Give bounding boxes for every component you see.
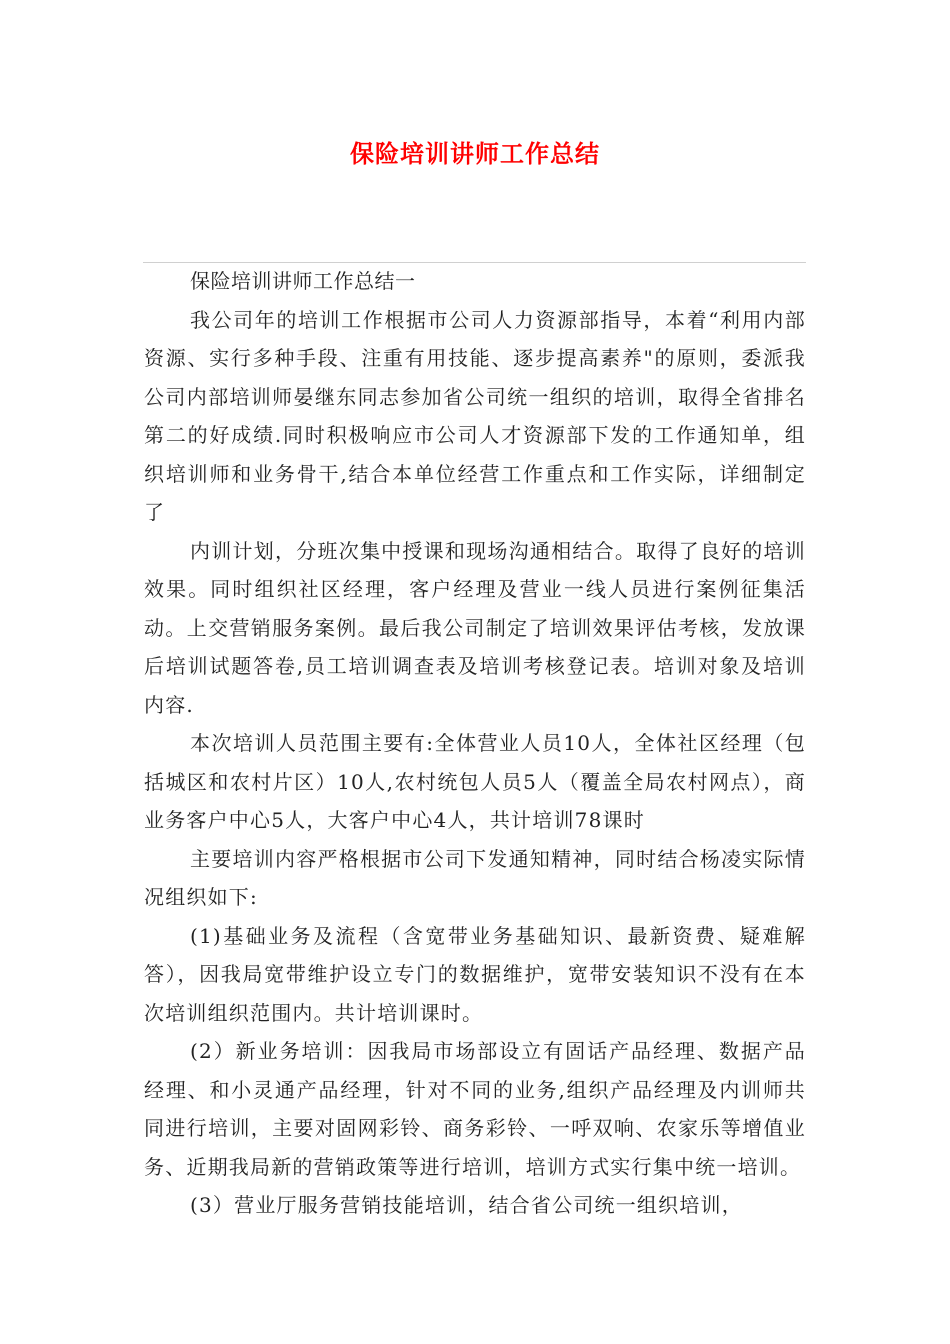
section-heading: 保险培训讲师工作总结一: [190, 269, 416, 293]
paragraph: 主要培训内容严格根据市公司下发通知精神，同时结合杨凌实际情况组织如下:: [144, 846, 806, 909]
document-body: [144, 262, 806, 1225]
paragraph: (1)基础业务及流程（含宽带业务基础知识、最新资费、疑难解答），因我局宽带维护设立专门的数据维护，宽带安装知识不没有在本次培训组织范围内。共计培训课时。: [144, 923, 806, 1025]
paragraph: (3）营业厅服务营销技能培训，结合省公司统一组织培训，: [190, 1193, 743, 1217]
paragraph: 本次培训人员范围主要有:全体营业人员10人，全体社区经理（包括城区和农村片区）10人,农村统包人员5人（覆盖全局农村网点），商业务客户中心5人，大客户中心4人，共计培训78课时: [144, 731, 806, 832]
paragraph: 我公司年的培训工作根据市公司人力资源部指导，本着“利用内部资源、实行多种手段、注重有用技能、逐步提高素养"的原则，委派我公司内部培训师晏继东同志参加省公司统一组织的培训，取得全省排名第二的好成绩.同时积极响应市公司人才资源部下发的工作通知单，组织培训师和业务骨干,结合本单位经营工作重点和工作实际，详细制定了: [144, 307, 806, 524]
page-title: 保险培训讲师工作总结: [350, 140, 600, 168]
paragraph: (2）新业务培训：因我局市场部设立有固话产品经理、数据产品经理、和小灵通产品经理，针对不同的业务,组织产品经理及内训师共同进行培训，主要对固网彩铃、商务彩铃、一呼双响、农家乐等增值业务、近期我局新的营销政策等进行培训，培训方式实行集中统一培训。: [144, 1039, 806, 1179]
paragraph: 内训计划，分班次集中授课和现场沟通相结合。取得了良好的培训效果。同时组织社区经理，客户经理及营业一线人员进行案例征集活动。上交营销服务案例。最后我公司制定了培训效果评估考核，发放课后培训试题答卷,员工培训调查表及培训考核登记表。培训对象及培训内容.: [144, 538, 806, 717]
